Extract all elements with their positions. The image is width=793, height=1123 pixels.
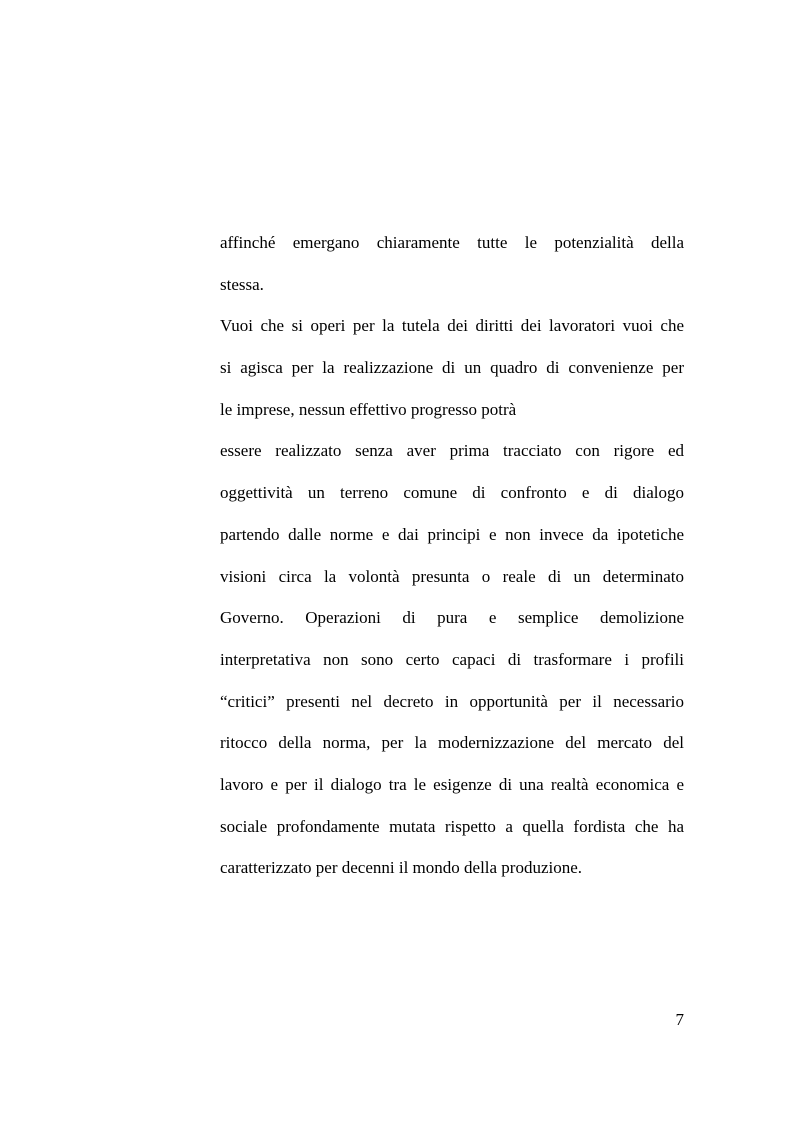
body-text: [220, 222, 684, 889]
text-line: essere realizzato senza aver prima tracciato con rigore ed: [220, 441, 684, 461]
text-line: partendo dalle norme e dai principi e non invece da ipotetiche: [220, 524, 684, 544]
text-line: interpretativa non sono certo capaci di trasformare i profili: [220, 649, 684, 669]
text-line: si agisca per la realizzazione di un quadro di convenienze per: [220, 358, 684, 378]
text-line: affinché emergano chiaramente tutte le potenzialità della: [220, 233, 684, 252]
text-line: stessa.: [220, 274, 264, 294]
text-line: caratterizzato per decenni il mondo della produzione.: [220, 858, 583, 878]
text-line: lavoro e per il dialogo tra le esigenze di una realtà economica e: [220, 774, 684, 794]
page-number: 7: [675, 1010, 684, 1029]
text-line: ritocco della norma, per la modernizzazione del mercato del: [220, 733, 684, 753]
text-line: le imprese, nessun effettivo progresso potrà: [220, 399, 517, 419]
text-line: oggettività un terreno comune di confronto e di dialogo: [220, 483, 684, 503]
text-line: sociale profondamente mutata rispetto a quella fordista che ha: [220, 816, 684, 836]
text-line: “critici” presenti nel decreto in opportunità per il necessario: [220, 691, 684, 711]
text-line: Vuoi che si operi per la tutela dei diritti dei lavoratori vuoi che: [220, 316, 684, 336]
text-line: visioni circa la volontà presunta o reale di un determinato: [220, 566, 684, 586]
text-line: Governo. Operazioni di pura e semplice demolizione: [220, 608, 684, 628]
